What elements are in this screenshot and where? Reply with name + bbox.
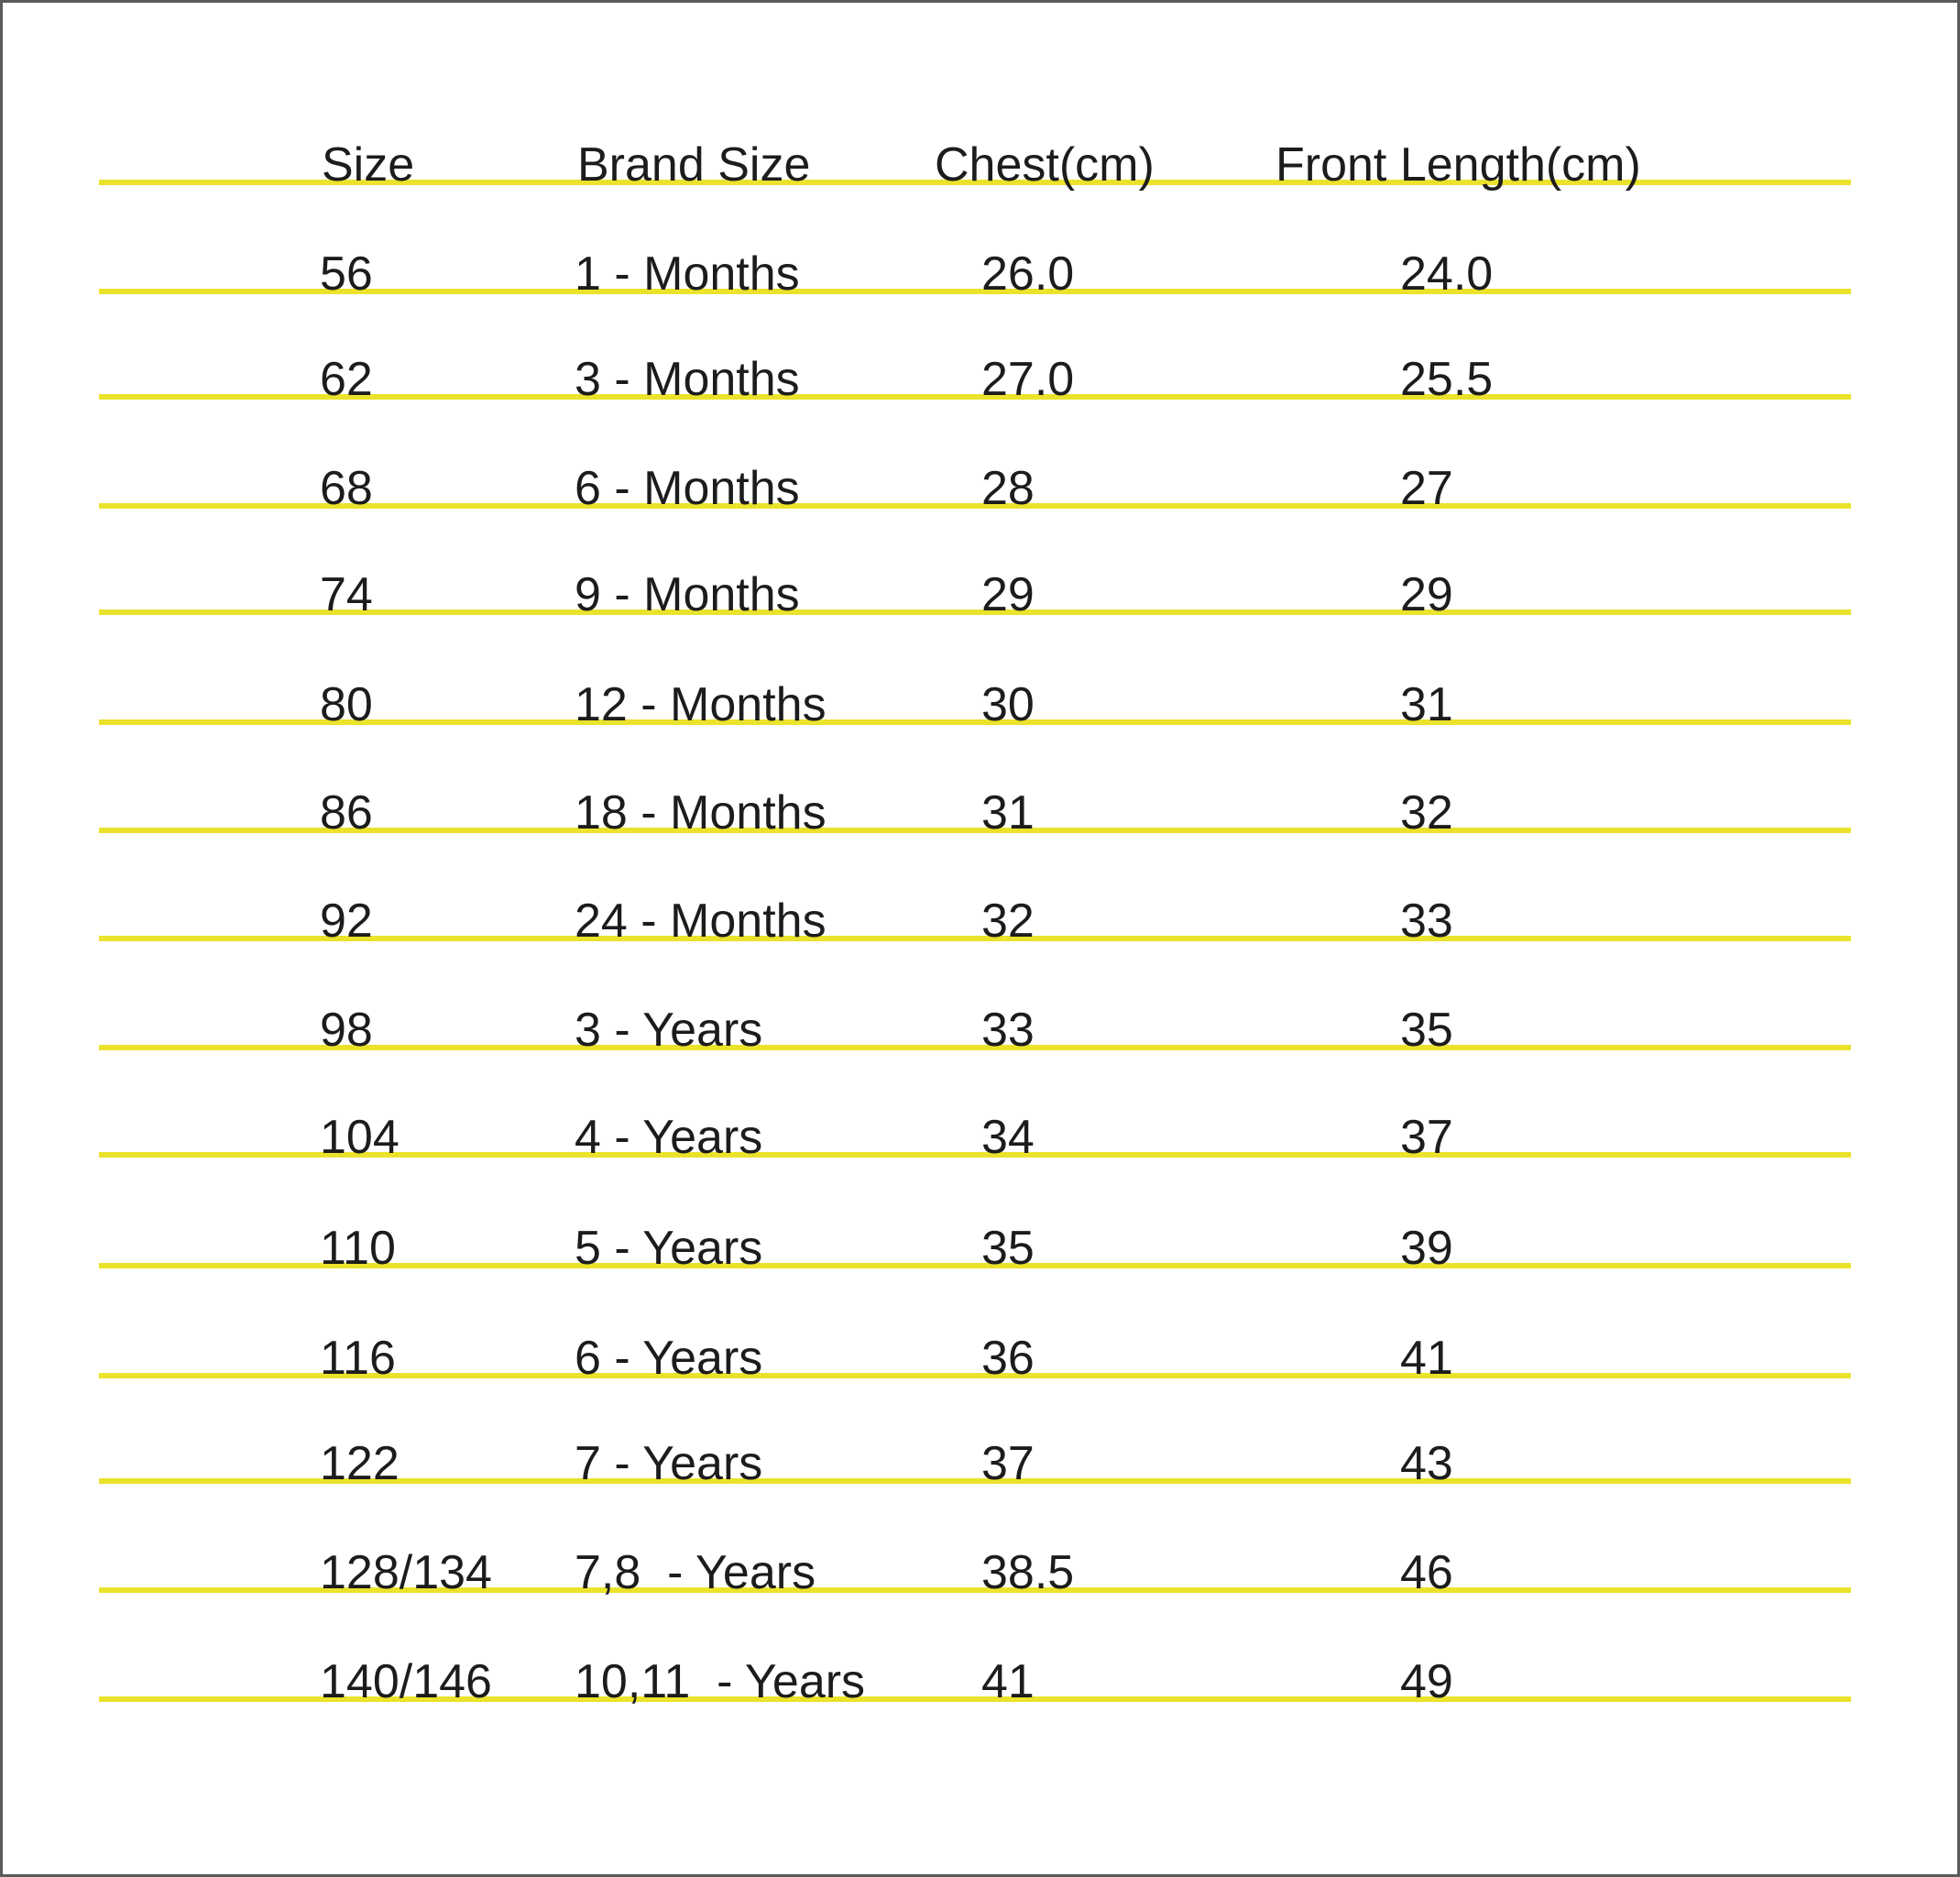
cell-front_length_cm: 25.5 <box>1400 353 1494 406</box>
cell-brand_size: 3 - Years <box>575 1004 763 1057</box>
cell-brand_size: 12 - Months <box>575 678 827 731</box>
cell-chest_cm: 33 <box>981 1004 1035 1057</box>
cell-brand_size: 4 - Years <box>575 1111 763 1164</box>
cell-front_length_cm: 41 <box>1400 1332 1453 1385</box>
cell-chest_cm: 34 <box>981 1111 1035 1164</box>
cell-front_length_cm: 29 <box>1400 568 1453 621</box>
cell-size: 56 <box>320 247 373 301</box>
column-header-brand_size: Brand Size <box>577 138 811 192</box>
table-row <box>3 1546 1960 1602</box>
cell-front_length_cm: 35 <box>1400 1004 1453 1057</box>
cell-chest_cm: 37 <box>981 1437 1035 1490</box>
cell-brand_size: 5 - Years <box>575 1222 763 1275</box>
table-row <box>3 1655 1960 1711</box>
cell-brand_size: 1 - Months <box>575 247 800 301</box>
table-row <box>3 678 1960 734</box>
cell-size: 80 <box>320 678 373 731</box>
cell-size: 110 <box>320 1222 396 1275</box>
cell-brand_size: 10,11 - Years <box>575 1655 866 1708</box>
cell-chest_cm: 35 <box>981 1222 1035 1275</box>
cell-front_length_cm: 39 <box>1400 1222 1453 1275</box>
table-row <box>3 1224 1960 1278</box>
cell-chest_cm: 31 <box>981 786 1035 840</box>
cell-front_length_cm: 27 <box>1400 462 1453 515</box>
cell-size: 74 <box>320 568 373 621</box>
table-row <box>3 1334 1960 1388</box>
cell-size: 128/134 <box>320 1546 492 1599</box>
cell-size: 122 <box>320 1437 400 1490</box>
cell-front_length_cm: 32 <box>1400 786 1453 840</box>
cell-brand_size: 7,8 - Years <box>575 1546 816 1599</box>
table-row <box>3 897 1960 950</box>
table-row <box>3 568 1960 624</box>
cell-size: 68 <box>320 462 373 515</box>
cell-chest_cm: 27.0 <box>981 353 1075 406</box>
cell-chest_cm: 41 <box>981 1655 1035 1708</box>
cell-size: 92 <box>320 895 373 948</box>
table-row <box>3 247 1960 303</box>
cell-brand_size: 7 - Years <box>575 1437 763 1490</box>
cell-size: 62 <box>320 353 373 406</box>
cell-front_length_cm: 33 <box>1400 895 1453 948</box>
cell-brand_size: 9 - Months <box>575 568 800 621</box>
cell-chest_cm: 29 <box>981 568 1035 621</box>
cell-brand_size: 24 - Months <box>575 895 827 948</box>
cell-front_length_cm: 31 <box>1400 678 1453 731</box>
column-header-front_length_cm: Front Length(cm) <box>1276 138 1641 192</box>
table-row <box>3 1006 1960 1059</box>
cell-brand_size: 18 - Months <box>575 786 827 840</box>
cell-chest_cm: 32 <box>981 895 1035 948</box>
cell-front_length_cm: 37 <box>1400 1111 1453 1164</box>
table-row <box>3 786 1960 842</box>
cell-chest_cm: 28 <box>981 462 1035 515</box>
column-header-chest_cm: Chest(cm) <box>935 138 1155 192</box>
table-row <box>3 1437 1960 1493</box>
table-row <box>3 353 1960 409</box>
cell-front_length_cm: 43 <box>1400 1437 1453 1490</box>
cell-brand_size: 6 - Years <box>575 1332 763 1385</box>
column-header-size: Size <box>322 138 415 192</box>
cell-size: 140/146 <box>320 1655 492 1708</box>
table-header-row <box>3 138 1960 194</box>
cell-chest_cm: 38.5 <box>981 1546 1075 1599</box>
cell-front_length_cm: 49 <box>1400 1655 1453 1708</box>
cell-front_length_cm: 24.0 <box>1400 247 1494 301</box>
cell-size: 104 <box>320 1111 400 1164</box>
cell-brand_size: 3 - Months <box>575 353 800 406</box>
cell-chest_cm: 26.0 <box>981 247 1075 301</box>
cell-size: 98 <box>320 1004 373 1057</box>
cell-chest_cm: 30 <box>981 678 1035 731</box>
cell-brand_size: 6 - Months <box>575 462 800 515</box>
table-row <box>3 1111 1960 1167</box>
cell-chest_cm: 36 <box>981 1332 1035 1385</box>
cell-size: 116 <box>320 1332 396 1385</box>
table-row <box>3 462 1960 518</box>
cell-size: 86 <box>320 786 373 840</box>
cell-front_length_cm: 46 <box>1400 1546 1453 1599</box>
